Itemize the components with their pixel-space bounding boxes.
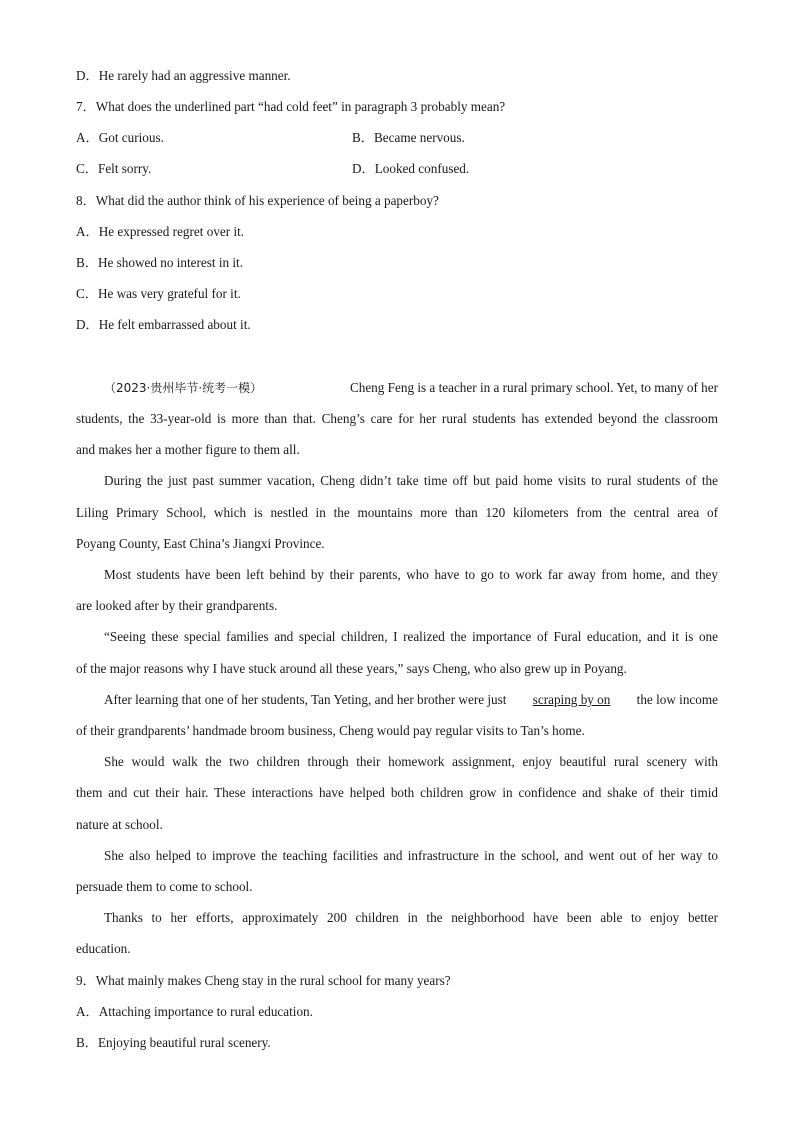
passage-paragraph-2-line-1: During the just past summer vacation, Cheng didn’t take time off but paid home visits to rural students of the <box>104 473 718 488</box>
question-7-option-a: A．Got curious. <box>76 130 164 145</box>
passage-paragraph-1-line-1: （2023·贵州毕节·统考一模） Cheng Feng is a teacher in a rural primary school. Yet, to many of her <box>104 380 718 395</box>
question-7-option-b: B．Became nervous. <box>352 130 465 145</box>
passage-paragraph-5-line-1: After learning that one of her students, Tan Yeting, and her brother were just scraping by on the low income <box>104 692 718 707</box>
passage-paragraph-1-line-2: students, the 33-year-old is more than that. Cheng’s care for her rural students has extended beyond the classroom <box>76 411 718 426</box>
passage-paragraph-1-line-3: and makes her a mother figure to them all. <box>76 442 300 457</box>
question-8-stem: 8．What did the author think of his experience of being a paperboy? <box>76 193 439 208</box>
prev-question-option-d: D．He rarely had an aggressive manner. <box>76 68 291 83</box>
passage-paragraph-8-line-1: Thanks to her efforts, approximately 200 children in the neighborhood have been able to enjoy better <box>104 910 718 925</box>
underlined-phrase: scraping by on <box>532 692 611 707</box>
question-7-option-c: C．Felt sorry. <box>76 161 152 176</box>
passage-paragraph-4-line-2: of the major reasons why I have stuck around all these years,” says Cheng, who also grew up in Poyang. <box>76 661 627 676</box>
passage-paragraph-4-line-1: “Seeing these special families and special children, I realized the importance of Fural education, and it is one <box>104 629 718 644</box>
passage-paragraph-5-line-2: of their grandparents’ handmade broom business, Cheng would pay regular visits to Tan’s home. <box>76 723 585 738</box>
question-8-option-a: A．He expressed regret over it. <box>76 224 245 239</box>
passage-paragraph-8-line-2: education. <box>76 941 131 956</box>
passage-paragraph-3-line-2: are looked after by their grandparents. <box>76 598 278 613</box>
question-7-option-d: D．Looked confused. <box>352 161 470 176</box>
passage-paragraph-6-line-3: nature at school. <box>76 817 163 832</box>
question-9-option-b: B．Enjoying beautiful rural scenery. <box>76 1035 271 1050</box>
passage-source: （2023·贵州毕节·统考一模） <box>104 381 263 395</box>
passage-paragraph-6-line-2: them and cut their hair. These interactions have helped both children grow in confidence and shake of their timid <box>76 785 718 800</box>
passage-paragraph-7-line-1: She also helped to improve the teaching facilities and infrastructure in the school, and went out of her way to <box>104 848 718 863</box>
passage-paragraph-6-line-1: She would walk the two children through their homework assignment, enjoy beautiful rural scenery with <box>104 754 718 769</box>
question-9-option-a: A．Attaching importance to rural education. <box>76 1004 313 1019</box>
passage-paragraph-7-line-2: persuade them to come to school. <box>76 879 253 894</box>
passage-paragraph-3-line-1: Most students have been left behind by their parents, who have to go to work far away from home, and they <box>104 567 718 582</box>
question-8-option-c: C．He was very grateful for it. <box>76 286 241 301</box>
question-8-option-d: D．He felt embarrassed about it. <box>76 317 251 332</box>
question-8-option-b: B．He showed no interest in it. <box>76 255 244 270</box>
passage-paragraph-2-line-2: Liling Primary School, which is nestled in the mountains more than 120 kilometers from the central area of <box>76 505 718 520</box>
passage-paragraph-2-line-3: Poyang County, East China’s Jiangxi Province. <box>76 536 325 551</box>
question-7-stem: 7．What does the underlined part “had cold feet” in paragraph 3 probably mean? <box>76 99 506 114</box>
question-9-stem: 9．What mainly makes Cheng stay in the rural school for many years? <box>76 973 451 988</box>
